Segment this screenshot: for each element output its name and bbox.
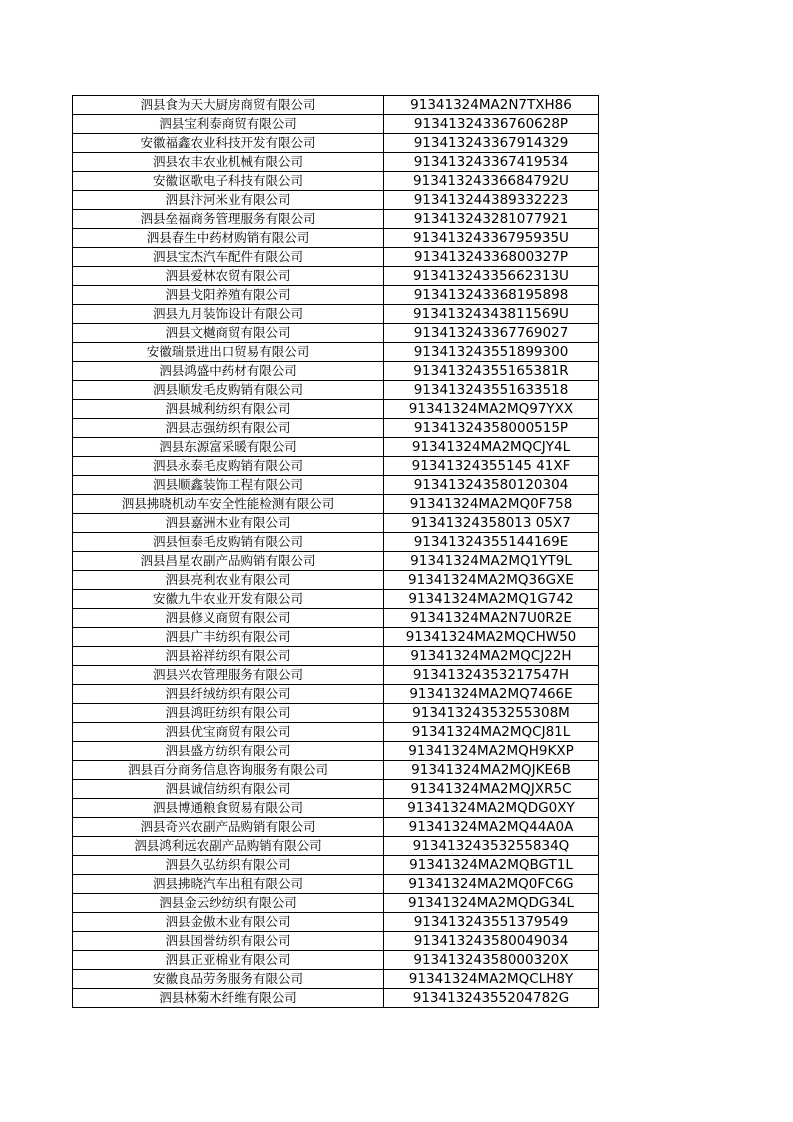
table-row — [73, 742, 599, 761]
credit-code-cell: 913413243580049034 — [384, 932, 599, 951]
table-row — [73, 248, 599, 267]
company-name-cell: 泗县修义商贸有限公司 — [73, 609, 384, 628]
credit-code-cell: 91341324MA2MQCJ81L — [384, 723, 599, 742]
credit-code-cell: 91341324335662313U — [384, 267, 599, 286]
credit-code-cell: 91341324355144169E — [384, 533, 599, 552]
table-body — [73, 96, 599, 1008]
company-name-cell: 泗县百分商务信息咨询服务有限公司 — [73, 761, 384, 780]
table-row — [73, 514, 599, 533]
table-row — [73, 666, 599, 685]
table-row — [73, 856, 599, 875]
credit-code-cell: 91341324343811569U — [384, 305, 599, 324]
company-name-cell: 泗县纤绒纺织有限公司 — [73, 685, 384, 704]
table-row — [73, 286, 599, 305]
credit-code-cell: 91341324MA2MQ1G742 — [384, 590, 599, 609]
credit-code-cell: 91341324MA2MQDG0XY — [384, 799, 599, 818]
credit-code-cell: 913413244389332223 — [384, 191, 599, 210]
company-name-cell: 泗县宝利泰商贸有限公司 — [73, 115, 384, 134]
company-name-cell: 泗县农丰农业机械有限公司 — [73, 153, 384, 172]
table-row — [73, 267, 599, 286]
table-row — [73, 438, 599, 457]
table-row — [73, 761, 599, 780]
credit-code-cell: 91341324MA2MQCJY4L — [384, 438, 599, 457]
table-row — [73, 970, 599, 989]
table-row — [73, 894, 599, 913]
credit-code-cell: 91341324336800327P — [384, 248, 599, 267]
table-row — [73, 153, 599, 172]
table-row — [73, 780, 599, 799]
company-name-cell: 泗县鸿盛中药材有限公司 — [73, 362, 384, 381]
company-name-cell: 泗县恒泰毛皮购销有限公司 — [73, 533, 384, 552]
company-name-cell: 泗县广丰纺织有限公司 — [73, 628, 384, 647]
table-row — [73, 932, 599, 951]
company-name-cell: 泗县亮利农业有限公司 — [73, 571, 384, 590]
credit-code-cell: 91341324336684792U — [384, 172, 599, 191]
credit-code-cell: 91341324355204782G — [384, 989, 599, 1008]
table-row — [73, 818, 599, 837]
table-row — [73, 913, 599, 932]
company-name-cell: 泗县城利纺织有限公司 — [73, 400, 384, 419]
company-name-cell: 泗县裕祥纺织有限公司 — [73, 647, 384, 666]
table-row — [73, 685, 599, 704]
credit-code-cell: 913413243551899300 — [384, 343, 599, 362]
company-name-cell: 泗县拂晓机动车安全性能检测有限公司 — [73, 495, 384, 514]
credit-code-cell: 91341324336760628P — [384, 115, 599, 134]
credit-code-cell: 913413243281077921 — [384, 210, 599, 229]
credit-code-cell: 91341324MA2MQ1YT9L — [384, 552, 599, 571]
company-name-cell: 泗县爱林农贸有限公司 — [73, 267, 384, 286]
company-name-cell: 泗县兴农管理服务有限公司 — [73, 666, 384, 685]
credit-code-cell: 91341324355145 41XF — [384, 457, 599, 476]
table-row — [73, 324, 599, 343]
company-name-cell: 泗县永泰毛皮购销有限公司 — [73, 457, 384, 476]
company-name-cell: 安徽福鑫农业科技开发有限公司 — [73, 134, 384, 153]
table-row — [73, 875, 599, 894]
table-row — [73, 134, 599, 153]
company-name-cell: 泗县顺鑫装饰工程有限公司 — [73, 476, 384, 495]
company-registry-table — [72, 95, 599, 1008]
table-row — [73, 210, 599, 229]
company-name-cell: 泗县鸿利远农副产品购销有限公司 — [73, 837, 384, 856]
company-name-cell: 泗县盛方纺织有限公司 — [73, 742, 384, 761]
credit-code-cell: 913413243551633518 — [384, 381, 599, 400]
table-row — [73, 191, 599, 210]
credit-code-cell: 913413243367914329 — [384, 134, 599, 153]
table-row — [73, 571, 599, 590]
company-name-cell: 泗县志强纺织有限公司 — [73, 419, 384, 438]
credit-code-cell: 913413243367419534 — [384, 153, 599, 172]
company-name-cell: 泗县昌星农副产品购销有限公司 — [73, 552, 384, 571]
company-name-cell: 泗县国誉纺织有限公司 — [73, 932, 384, 951]
table-row — [73, 343, 599, 362]
table-row — [73, 381, 599, 400]
table-row — [73, 704, 599, 723]
table-row — [73, 951, 599, 970]
company-name-cell: 泗县汴河米业有限公司 — [73, 191, 384, 210]
company-name-cell: 泗县嘉洲木业有限公司 — [73, 514, 384, 533]
company-name-cell: 安徽九牛农业开发有限公司 — [73, 590, 384, 609]
credit-code-cell: 91341324MA2MQ0FC6G — [384, 875, 599, 894]
credit-code-cell: 91341324358000515P — [384, 419, 599, 438]
company-name-cell: 泗县拂晓汽车出租有限公司 — [73, 875, 384, 894]
credit-code-cell: 91341324353255308M — [384, 704, 599, 723]
table-row — [73, 989, 599, 1008]
company-name-cell: 泗县宝杰汽车配件有限公司 — [73, 248, 384, 267]
table-row — [73, 628, 599, 647]
company-name-cell: 泗县奇兴农副产品购销有限公司 — [73, 818, 384, 837]
company-name-cell: 泗县鸿旺纺织有限公司 — [73, 704, 384, 723]
company-name-cell: 泗县春生中药材购销有限公司 — [73, 229, 384, 248]
company-name-cell: 安徽瑞景进出口贸易有限公司 — [73, 343, 384, 362]
credit-code-cell: 91341324MA2MQJKE6B — [384, 761, 599, 780]
credit-code-cell: 91341324353217547H — [384, 666, 599, 685]
credit-code-cell: 91341324MA2N7U0R2E — [384, 609, 599, 628]
table-row — [73, 419, 599, 438]
credit-code-cell: 91341324MA2MQDG34L — [384, 894, 599, 913]
table-row — [73, 457, 599, 476]
credit-code-cell: 91341324MA2MQBGT1L — [384, 856, 599, 875]
credit-code-cell: 913413243368195898 — [384, 286, 599, 305]
credit-code-cell: 91341324353255834Q — [384, 837, 599, 856]
table-row — [73, 590, 599, 609]
credit-code-cell: 91341324MA2N7TXH86 — [384, 96, 599, 115]
company-name-cell: 安徽讴歌电子科技有限公司 — [73, 172, 384, 191]
table-row — [73, 115, 599, 134]
company-name-cell: 泗县优宝商贸有限公司 — [73, 723, 384, 742]
table-row — [73, 723, 599, 742]
credit-code-cell: 91341324MA2MQJXR5C — [384, 780, 599, 799]
credit-code-cell: 91341324355165381R — [384, 362, 599, 381]
credit-code-cell: 91341324MA2MQ7466E — [384, 685, 599, 704]
table-row — [73, 799, 599, 818]
credit-code-cell: 91341324358000320X — [384, 951, 599, 970]
company-name-cell: 泗县博通粮食贸易有限公司 — [73, 799, 384, 818]
company-name-cell: 泗县东源富采暖有限公司 — [73, 438, 384, 457]
credit-code-cell: 91341324MA2MQ44A0A — [384, 818, 599, 837]
credit-code-cell: 91341324MA2MQCHW50 — [384, 628, 599, 647]
credit-code-cell: 91341324MA2MQCLH8Y — [384, 970, 599, 989]
table-row — [73, 362, 599, 381]
table-row — [73, 533, 599, 552]
credit-code-cell: 91341324MA2MQCJ22H — [384, 647, 599, 666]
credit-code-cell: 913413243551379549 — [384, 913, 599, 932]
table-row — [73, 495, 599, 514]
credit-code-cell: 91341324MA2MQ97YXX — [384, 400, 599, 419]
company-name-cell: 泗县金傲木业有限公司 — [73, 913, 384, 932]
table-row — [73, 172, 599, 191]
company-name-cell: 泗县诚信纺织有限公司 — [73, 780, 384, 799]
credit-code-cell: 91341324358013 05X7 — [384, 514, 599, 533]
table-row — [73, 96, 599, 115]
company-name-cell: 泗县戈阳养殖有限公司 — [73, 286, 384, 305]
company-name-cell: 泗县食为天大厨房商贸有限公司 — [73, 96, 384, 115]
table-row — [73, 305, 599, 324]
table-row — [73, 609, 599, 628]
table-row — [73, 552, 599, 571]
company-name-cell: 泗县垒福商务管理服务有限公司 — [73, 210, 384, 229]
credit-code-cell: 91341324MA2MQH9KXP — [384, 742, 599, 761]
credit-code-cell: 913413243580120304 — [384, 476, 599, 495]
company-name-cell: 泗县顺发毛皮购销有限公司 — [73, 381, 384, 400]
company-name-cell: 泗县九月装饰设计有限公司 — [73, 305, 384, 324]
company-name-cell: 安徽良品劳务服务有限公司 — [73, 970, 384, 989]
table-row — [73, 476, 599, 495]
company-name-cell: 泗县久弘纺织有限公司 — [73, 856, 384, 875]
credit-code-cell: 91341324MA2MQ0F758 — [384, 495, 599, 514]
table-row — [73, 400, 599, 419]
table-row — [73, 837, 599, 856]
company-name-cell: 泗县正亚棉业有限公司 — [73, 951, 384, 970]
table-row — [73, 229, 599, 248]
company-name-cell: 泗县林菊木纤维有限公司 — [73, 989, 384, 1008]
company-name-cell: 泗县金云纱纺织有限公司 — [73, 894, 384, 913]
company-name-cell: 泗县文樾商贸有限公司 — [73, 324, 384, 343]
credit-code-cell: 913413243367769027 — [384, 324, 599, 343]
table-row — [73, 647, 599, 666]
credit-code-cell: 91341324336795935U — [384, 229, 599, 248]
credit-code-cell: 91341324MA2MQ36GXE — [384, 571, 599, 590]
